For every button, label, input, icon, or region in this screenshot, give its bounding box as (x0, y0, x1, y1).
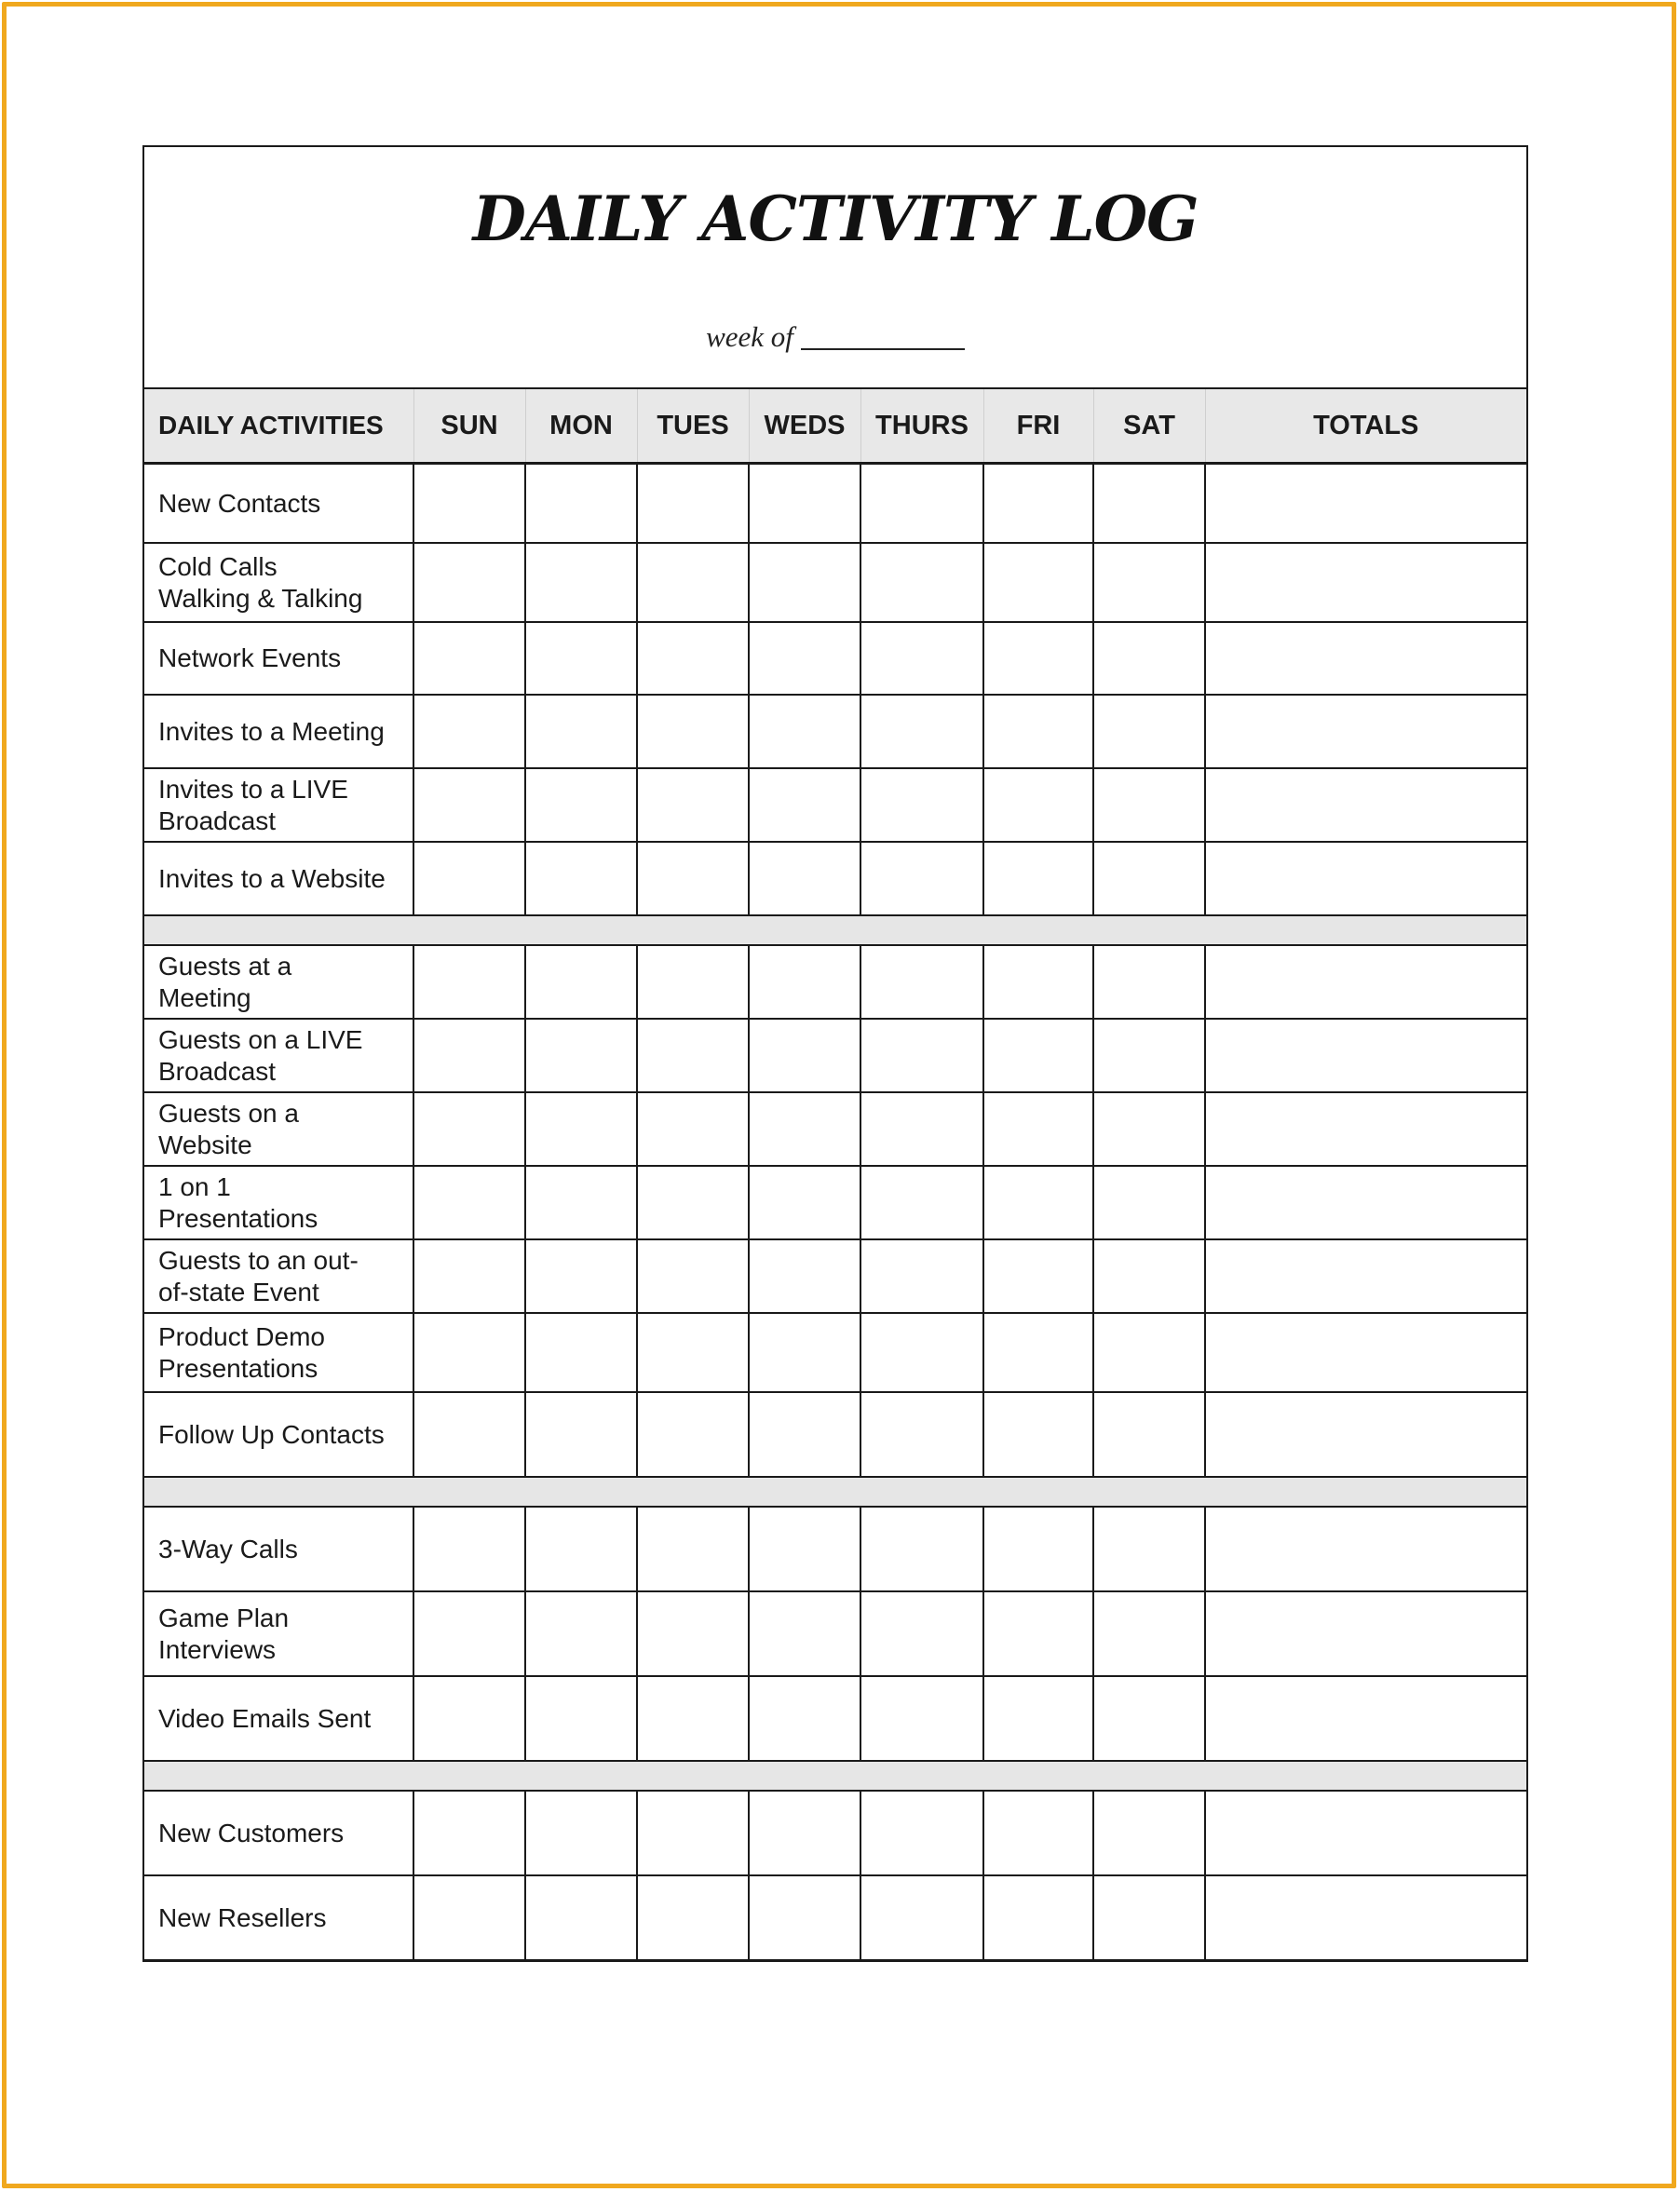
cell-tues[interactable] (637, 842, 749, 915)
header-row (144, 389, 1526, 464)
cell-sat[interactable] (1093, 1591, 1205, 1676)
cell-weds[interactable] (749, 842, 860, 915)
activity-label (144, 1092, 413, 1166)
week-of-line (144, 320, 1526, 354)
table-row (144, 464, 1526, 544)
activity-label-line: Cold Calls (158, 551, 278, 581)
separator-bar (144, 1477, 1526, 1507)
activity-label-line: Guests on a LIVE (158, 1024, 363, 1054)
cell-thurs[interactable] (860, 1313, 983, 1392)
cell-weds[interactable] (749, 768, 860, 842)
cell-sat[interactable] (1093, 695, 1205, 768)
cell-sun[interactable] (413, 1313, 525, 1392)
cell-mon[interactable] (525, 622, 637, 695)
cell-fri[interactable] (983, 1507, 1093, 1591)
cell-mon[interactable] (525, 464, 637, 544)
cell-tues[interactable] (637, 768, 749, 842)
activity-label-line: Invites to a Meeting (158, 716, 385, 746)
table-row (144, 1166, 1526, 1239)
activity-label-line: Broadcast (158, 805, 277, 835)
activity-label (144, 1676, 413, 1761)
cell-total[interactable] (1205, 543, 1526, 622)
cell-mon[interactable] (525, 1591, 637, 1676)
activity-label-line: 1 on 1 (158, 1171, 231, 1201)
activity-table (144, 389, 1526, 1962)
cell-mon[interactable] (525, 945, 637, 1019)
cell-sun[interactable] (413, 464, 525, 544)
activity-label-line: Guests at a (158, 951, 292, 981)
cell-total[interactable] (1205, 1591, 1526, 1676)
activity-label-line: Invites to a Website (158, 863, 386, 893)
cell-fri[interactable] (983, 842, 1093, 915)
activity-label-line: New Contacts (158, 488, 321, 518)
cell-total[interactable] (1205, 768, 1526, 842)
cell-fri[interactable] (983, 1092, 1093, 1166)
header-tues: TUES (637, 389, 749, 464)
cell-sun[interactable] (413, 622, 525, 695)
header-totals: TOTALS (1205, 389, 1526, 464)
cell-thurs[interactable] (860, 768, 983, 842)
cell-weds[interactable] (749, 945, 860, 1019)
cell-total[interactable] (1205, 1313, 1526, 1392)
cell-weds[interactable] (749, 1591, 860, 1676)
table-row (144, 1791, 1526, 1875)
cell-fri[interactable] (983, 1019, 1093, 1092)
cell-thurs[interactable] (860, 1791, 983, 1875)
header-sun: SUN (413, 389, 525, 464)
cell-mon[interactable] (525, 1392, 637, 1477)
cell-tues[interactable] (637, 1313, 749, 1392)
table-row (144, 1239, 1526, 1313)
cell-thurs[interactable] (860, 1092, 983, 1166)
cell-mon[interactable] (525, 1239, 637, 1313)
cell-fri[interactable] (983, 1166, 1093, 1239)
table-row (144, 1392, 1526, 1477)
cell-fri[interactable] (983, 1676, 1093, 1761)
cell-tues[interactable] (637, 695, 749, 768)
cell-thurs[interactable] (860, 945, 983, 1019)
table-row (144, 543, 1526, 622)
cell-total[interactable] (1205, 1092, 1526, 1166)
table-row (144, 1676, 1526, 1761)
cell-total[interactable] (1205, 1875, 1526, 1961)
activity-label-line: Presentations (158, 1353, 318, 1383)
cell-mon[interactable] (525, 768, 637, 842)
cell-sat[interactable] (1093, 622, 1205, 695)
cell-thurs[interactable] (860, 1239, 983, 1313)
cell-mon[interactable] (525, 1875, 637, 1961)
cell-weds[interactable] (749, 1019, 860, 1092)
activity-rows (144, 464, 1526, 1961)
activity-label-line: 3-Way Calls (158, 1534, 298, 1563)
cell-sat[interactable] (1093, 1507, 1205, 1591)
cell-sun[interactable] (413, 695, 525, 768)
activity-label-line: New Resellers (158, 1902, 327, 1932)
cell-tues[interactable] (637, 622, 749, 695)
activity-label-line: Walking & Talking (158, 583, 363, 613)
cell-mon[interactable] (525, 1019, 637, 1092)
cell-total[interactable] (1205, 1392, 1526, 1477)
activity-label-line: Interviews (158, 1634, 277, 1664)
activity-label (144, 1507, 413, 1591)
cell-fri[interactable] (983, 695, 1093, 768)
section-separator (144, 915, 1526, 945)
cell-thurs[interactable] (860, 1166, 983, 1239)
cell-thurs[interactable] (860, 1676, 983, 1761)
cell-sun[interactable] (413, 842, 525, 915)
cell-thurs[interactable] (860, 464, 983, 544)
cell-total[interactable] (1205, 1239, 1526, 1313)
activity-log-sheet (142, 145, 1528, 1962)
cell-tues[interactable] (637, 1092, 749, 1166)
cell-tues[interactable] (637, 1239, 749, 1313)
activity-label (144, 1392, 413, 1477)
cell-tues[interactable] (637, 1875, 749, 1961)
activity-label (144, 842, 413, 915)
activity-label (144, 1166, 413, 1239)
activity-label (144, 1791, 413, 1875)
cell-thurs[interactable] (860, 622, 983, 695)
cell-total[interactable] (1205, 1791, 1526, 1875)
header-mon: MON (525, 389, 637, 464)
cell-sat[interactable] (1093, 464, 1205, 544)
table-row (144, 1313, 1526, 1392)
cell-weds[interactable] (749, 1875, 860, 1961)
cell-sat[interactable] (1093, 1092, 1205, 1166)
week-of-label: week of (706, 320, 793, 353)
cell-thurs[interactable] (860, 1875, 983, 1961)
cell-fri[interactable] (983, 543, 1093, 622)
activity-label (144, 1875, 413, 1961)
activity-label-line: Guests on a (158, 1098, 299, 1128)
cell-thurs[interactable] (860, 1392, 983, 1477)
cell-sun[interactable] (413, 1239, 525, 1313)
cell-sun[interactable] (413, 1591, 525, 1676)
cell-weds[interactable] (749, 464, 860, 544)
week-of-blank[interactable] (801, 348, 965, 350)
activity-label-line: Invites to a LIVE (158, 774, 348, 804)
cell-sun[interactable] (413, 1507, 525, 1591)
cell-sat[interactable] (1093, 768, 1205, 842)
activity-label (144, 768, 413, 842)
cell-thurs[interactable] (860, 842, 983, 915)
activity-label (144, 1313, 413, 1392)
table-row (144, 842, 1526, 915)
cell-weds[interactable] (749, 1507, 860, 1591)
activity-label-line: Network Events (158, 643, 342, 672)
table-row (144, 1019, 1526, 1092)
cell-sun[interactable] (413, 1676, 525, 1761)
activity-label-line: Presentations (158, 1203, 318, 1233)
cell-weds[interactable] (749, 543, 860, 622)
table-row (144, 1092, 1526, 1166)
cell-tues[interactable] (637, 1591, 749, 1676)
activity-label-line: Meeting (158, 982, 251, 1012)
cell-tues[interactable] (637, 464, 749, 544)
activity-label (144, 464, 413, 544)
header-fri: FRI (983, 389, 1093, 464)
cell-weds[interactable] (749, 1239, 860, 1313)
cell-thurs[interactable] (860, 1019, 983, 1092)
cell-total[interactable] (1205, 945, 1526, 1019)
cell-sun[interactable] (413, 945, 525, 1019)
cell-sat[interactable] (1093, 1313, 1205, 1392)
cell-tues[interactable] (637, 1791, 749, 1875)
cell-mon[interactable] (525, 1313, 637, 1392)
section-separator (144, 1761, 1526, 1791)
cell-sat[interactable] (1093, 1676, 1205, 1761)
cell-total[interactable] (1205, 1507, 1526, 1591)
cell-sun[interactable] (413, 1791, 525, 1875)
cell-total[interactable] (1205, 1166, 1526, 1239)
cell-weds[interactable] (749, 1092, 860, 1166)
cell-mon[interactable] (525, 695, 637, 768)
cell-weds[interactable] (749, 1313, 860, 1392)
cell-sat[interactable] (1093, 1019, 1205, 1092)
activity-label (144, 622, 413, 695)
activity-label (144, 695, 413, 768)
activity-label (144, 1239, 413, 1313)
header-sat: SAT (1093, 389, 1205, 464)
cell-tues[interactable] (637, 945, 749, 1019)
cell-sat[interactable] (1093, 1166, 1205, 1239)
cell-thurs[interactable] (860, 1591, 983, 1676)
cell-sat[interactable] (1093, 543, 1205, 622)
activity-label (144, 1019, 413, 1092)
activity-label-line: Website (158, 1130, 252, 1159)
cell-fri[interactable] (983, 1313, 1093, 1392)
cell-mon[interactable] (525, 1092, 637, 1166)
activity-label (144, 1591, 413, 1676)
title-area (144, 147, 1526, 389)
cell-weds[interactable] (749, 1392, 860, 1477)
activity-label-line: Video Emails Sent (158, 1703, 372, 1733)
table-row (144, 768, 1526, 842)
cell-weds[interactable] (749, 1166, 860, 1239)
cell-thurs[interactable] (860, 695, 983, 768)
cell-tues[interactable] (637, 1166, 749, 1239)
page-title: DAILY ACTIVITY LOG (472, 183, 1199, 255)
cell-weds[interactable] (749, 1676, 860, 1761)
table-row (144, 1875, 1526, 1961)
cell-fri[interactable] (983, 768, 1093, 842)
cell-total[interactable] (1205, 1676, 1526, 1761)
cell-sun[interactable] (413, 1092, 525, 1166)
cell-sun[interactable] (413, 1166, 525, 1239)
activity-label (144, 945, 413, 1019)
cell-tues[interactable] (637, 543, 749, 622)
cell-total[interactable] (1205, 622, 1526, 695)
cell-total[interactable] (1205, 695, 1526, 768)
cell-tues[interactable] (637, 1676, 749, 1761)
cell-sat[interactable] (1093, 1791, 1205, 1875)
separator-bar (144, 915, 1526, 945)
activity-label-line: Product Demo (158, 1321, 325, 1351)
cell-fri[interactable] (983, 1591, 1093, 1676)
activity-label-line: of-state Event (158, 1277, 319, 1306)
cell-tues[interactable] (637, 1019, 749, 1092)
cell-total[interactable] (1205, 464, 1526, 544)
cell-fri[interactable] (983, 1791, 1093, 1875)
cell-weds[interactable] (749, 622, 860, 695)
cell-mon[interactable] (525, 1676, 637, 1761)
cell-sat[interactable] (1093, 1875, 1205, 1961)
cell-sun[interactable] (413, 768, 525, 842)
cell-fri[interactable] (983, 1875, 1093, 1961)
cell-sun[interactable] (413, 1875, 525, 1961)
cell-fri[interactable] (983, 1239, 1093, 1313)
cell-sat[interactable] (1093, 1392, 1205, 1477)
cell-fri[interactable] (983, 1392, 1093, 1477)
activity-label-line: New Customers (158, 1818, 345, 1847)
cell-sun[interactable] (413, 1392, 525, 1477)
cell-sat[interactable] (1093, 945, 1205, 1019)
table-row (144, 945, 1526, 1019)
table-row (144, 695, 1526, 768)
cell-sun[interactable] (413, 543, 525, 622)
table-row (144, 622, 1526, 695)
cell-mon[interactable] (525, 1791, 637, 1875)
cell-total[interactable] (1205, 1019, 1526, 1092)
separator-bar (144, 1761, 1526, 1791)
activity-label-line: Game Plan (158, 1603, 290, 1632)
cell-mon[interactable] (525, 1507, 637, 1591)
section-separator (144, 1477, 1526, 1507)
header-weds: WEDS (749, 389, 860, 464)
table-row (144, 1591, 1526, 1676)
cell-thurs[interactable] (860, 543, 983, 622)
cell-weds[interactable] (749, 1791, 860, 1875)
activity-label-line: Follow Up Contacts (158, 1419, 385, 1449)
cell-sun[interactable] (413, 1019, 525, 1092)
cell-tues[interactable] (637, 1507, 749, 1591)
cell-weds[interactable] (749, 695, 860, 768)
table-row (144, 1507, 1526, 1591)
cell-total[interactable] (1205, 842, 1526, 915)
activity-label-line: Guests to an out- (158, 1245, 359, 1275)
header-thurs: THURS (860, 389, 983, 464)
cell-mon[interactable] (525, 543, 637, 622)
header-daily-activities: DAILY ACTIVITIES (144, 389, 413, 464)
cell-tues[interactable] (637, 1392, 749, 1477)
cell-fri[interactable] (983, 945, 1093, 1019)
cell-mon[interactable] (525, 1166, 637, 1239)
cell-sat[interactable] (1093, 842, 1205, 915)
cell-fri[interactable] (983, 622, 1093, 695)
cell-sat[interactable] (1093, 1239, 1205, 1313)
cell-mon[interactable] (525, 842, 637, 915)
cell-fri[interactable] (983, 464, 1093, 544)
activity-label (144, 543, 413, 622)
cell-thurs[interactable] (860, 1507, 983, 1591)
activity-label-line: Broadcast (158, 1056, 277, 1086)
